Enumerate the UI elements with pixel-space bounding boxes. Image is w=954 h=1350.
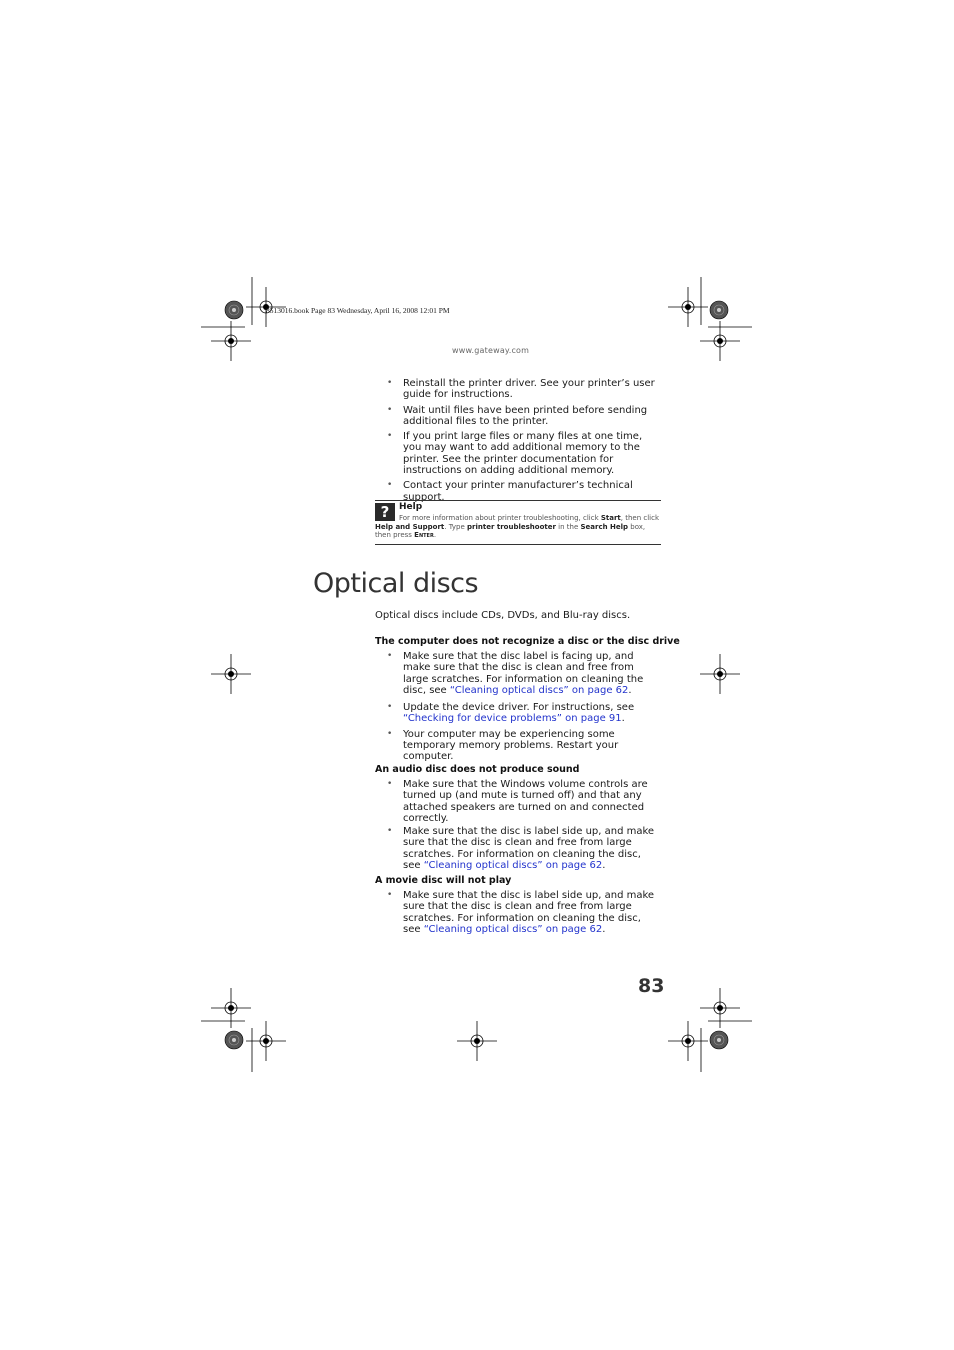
cleaning-discs-link[interactable]: “Cleaning optical discs” on page 62 [449,684,629,696]
subsection-title: An audio disc does not produce sound [375,764,580,775]
list-item: • Update the device driver. For instructions, see “Checking for device problems” on page 91. [387,702,635,725]
help-text: For more information about printer troubleshooting, click Start, then click Help and Support. Type printer troubleshooter in the Search Help box, then press Enter. [375,514,660,540]
list-item: • Make sure that the disc label is facing up, and make sure that the disc is clean and free from large scratches. For information on cleaning the disc, see “Cleaning optical discs” on page 62. [387,651,644,696]
website-header: www.gateway.com [452,346,530,355]
list-item: • Wait until files have been printed before sending additional files to the printer. [387,404,648,427]
movie-tips-list [387,890,661,939]
intro-text: Optical discs include CDs, DVDs, and Blu-ray discs. [375,610,631,621]
list-item: • Make sure that the Windows volume controls are turned up (and mute is turned off) and that any attached speakers are turned on and connected correctly. [387,779,648,824]
section-title: Optical discs [313,568,479,599]
help-question-icon: ? [375,503,395,521]
list-item: • If you print large files or many files at one time, you may want to add additional memory to the printer. See the printer documentation for instructions on adding additional memory. [387,431,643,477]
recognize-tips-list [387,651,661,767]
audio-tips-list [387,779,661,875]
cleaning-discs-link[interactable]: “Cleaning optical discs” on page 62 [423,860,603,872]
help-box [375,500,661,545]
page-number: 83 [638,975,665,997]
subsection-title: A movie disc will not play [375,875,512,886]
list-item: • Your computer may be experiencing some temporary memory problems. Restart your computer. [387,728,619,763]
print-slug: 8513016.book Page 83 Wednesday, April 16, 2008 12:01 PM [266,306,450,315]
cleaning-discs-link[interactable]: “Cleaning optical discs” on page 62 [423,923,603,935]
device-problems-link[interactable]: “Checking for device problems” on page 91 [403,713,622,725]
list-item: • Contact your printer manufacturer’s technical support. [387,480,633,503]
help-title: Help [399,502,423,512]
list-item: • Reinstall the printer driver. See your printer’s user guide for instructions. [387,378,655,401]
list-item: • Make sure that the disc is label side up, and make sure that the disc is clean and free from large scratches. For information on cleaning the disc, see “Cleaning optical discs” on page 62. [387,890,655,935]
list-item: • Make sure that the disc is label side up, and make sure that the disc is clean and free from large scratches. For information on cleaning the disc, see “Cleaning optical discs” on page 62. [387,826,655,872]
subsection-title: The computer does not recognize a disc or the disc drive [375,636,680,647]
